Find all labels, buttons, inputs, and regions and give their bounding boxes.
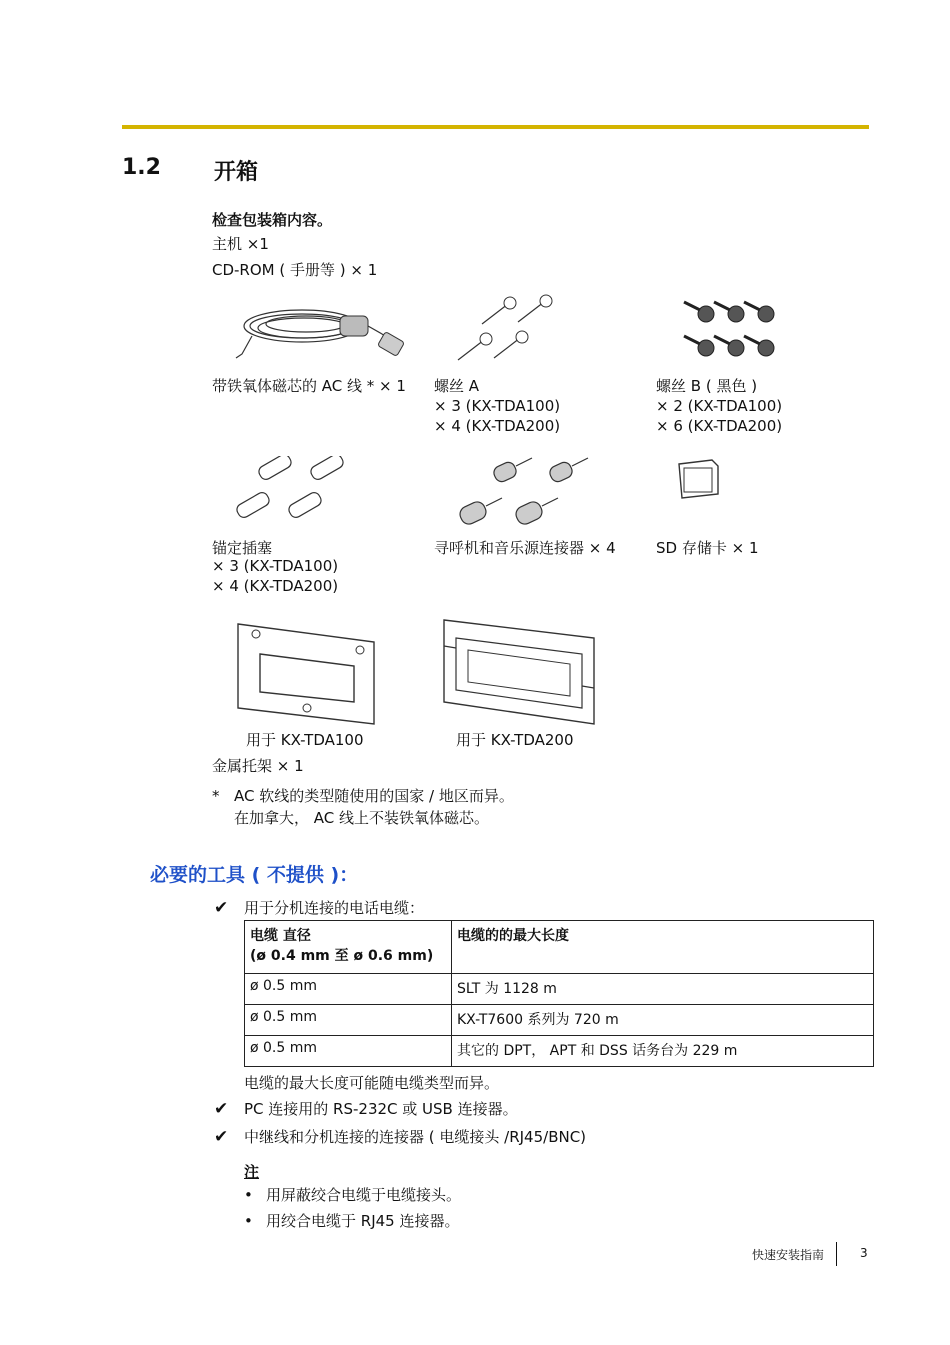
footnote-line-1: AC 软线的类型随使用的国家 / 地区而异。: [234, 787, 514, 805]
table-row: [245, 974, 874, 1005]
screws-a-illustration: [450, 294, 560, 366]
intro-line-main-unit: 主机 ×1: [212, 235, 269, 253]
intro-line-cdrom: CD-ROM ( 手册等 ) × 1: [212, 261, 378, 279]
note-item-1: 用屏蔽绞合电缆于电缆接头。: [266, 1186, 462, 1204]
anchors-label: 锚定插塞: [212, 539, 273, 557]
sd-card-illustration: [676, 458, 722, 500]
table-row: [245, 1005, 874, 1036]
table-cell: 其它的 DPT， APT 和 DSS 话务台为 229 m: [452, 1036, 874, 1067]
screws-b-illustration: [676, 296, 786, 362]
table-cell: KX-T7600 系列为 720 m: [452, 1005, 874, 1036]
screws-a-label: 螺丝 A: [434, 377, 480, 395]
footer-label: 快速安装指南: [752, 1248, 825, 1262]
footnote-line-2: 在加拿大， AC 线上不装铁氧体磁芯。: [234, 809, 490, 827]
footer-divider: [836, 1242, 837, 1266]
ac-cord-illustration: [232, 296, 412, 364]
tools-item-trunk-connector: 中继线和分机连接的连接器 ( 电缆接头 /RJ45/BNC): [244, 1128, 587, 1146]
anchors-qty-100: × 3 (KX-TDA100): [212, 557, 339, 575]
anchors-illustration: [230, 456, 350, 526]
ac-cord-label: 带铁氧体磁芯的 AC 线 * × 1: [212, 377, 406, 395]
cable-length-table: [244, 920, 874, 1067]
table-cell: SLT 为 1128 m: [452, 974, 874, 1005]
notes-heading: 注: [244, 1163, 260, 1181]
table-header-diameter: 电缆 直径 (ø 0.4 mm 至 ø 0.6 mm): [245, 921, 452, 974]
table-cell: ø 0.5 mm: [245, 974, 452, 1005]
table-header-max-length: 电缆的的最大长度: [452, 921, 874, 974]
screws-b-qty-200: × 6 (KX-TDA200): [656, 417, 783, 435]
connectors-label: 寻呼机和音乐源连接器 × 4: [434, 539, 616, 557]
screws-b-qty-100: × 2 (KX-TDA100): [656, 397, 783, 415]
section-title: 开箱: [214, 160, 259, 185]
screws-a-qty-100: × 3 (KX-TDA100): [434, 397, 561, 415]
section-number: 1.2: [122, 155, 161, 180]
connectors-illustration: [454, 456, 594, 530]
page-number: 3: [860, 1246, 868, 1260]
bracket-100-label: 用于 KX-TDA100: [246, 731, 364, 749]
check-icon: ✔: [214, 1099, 229, 1119]
check-icon: ✔: [214, 898, 229, 918]
table-header-row: [245, 921, 874, 974]
table-row: [245, 1036, 874, 1067]
note-item-2: 用绞合电缆于 RJ45 连接器。: [266, 1212, 460, 1230]
sd-card-label: SD 存储卡 × 1: [656, 539, 759, 557]
tools-item-cable: 用于分机连接的电话电缆：: [244, 899, 425, 917]
bracket-qty-label: 金属托架 × 1: [212, 757, 304, 775]
anchors-qty-200: × 4 (KX-TDA200): [212, 577, 339, 595]
bracket-200-illustration: [436, 616, 600, 728]
screws-b-label: 螺丝 B ( 黑色 ): [656, 377, 758, 395]
table-cell: ø 0.5 mm: [245, 1036, 452, 1067]
bracket-100-illustration: [232, 620, 380, 728]
tools-heading: 必要的工具 ( 不提供 )：: [150, 864, 359, 886]
table-note: 电缆的最大长度可能随电缆类型而异。: [244, 1074, 500, 1092]
screws-a-qty-200: × 4 (KX-TDA200): [434, 417, 561, 435]
footnote-marker: *: [212, 787, 220, 805]
table-cell: ø 0.5 mm: [245, 1005, 452, 1036]
tools-item-pc-connector: PC 连接用的 RS-232C 或 USB 连接器。: [244, 1100, 518, 1118]
header-rule: [122, 125, 869, 129]
intro-heading: 检查包装箱内容。: [212, 211, 333, 229]
bracket-200-label: 用于 KX-TDA200: [456, 731, 574, 749]
bullet-icon: •: [244, 1212, 253, 1230]
check-icon: ✔: [214, 1127, 229, 1147]
bullet-icon: •: [244, 1186, 253, 1204]
